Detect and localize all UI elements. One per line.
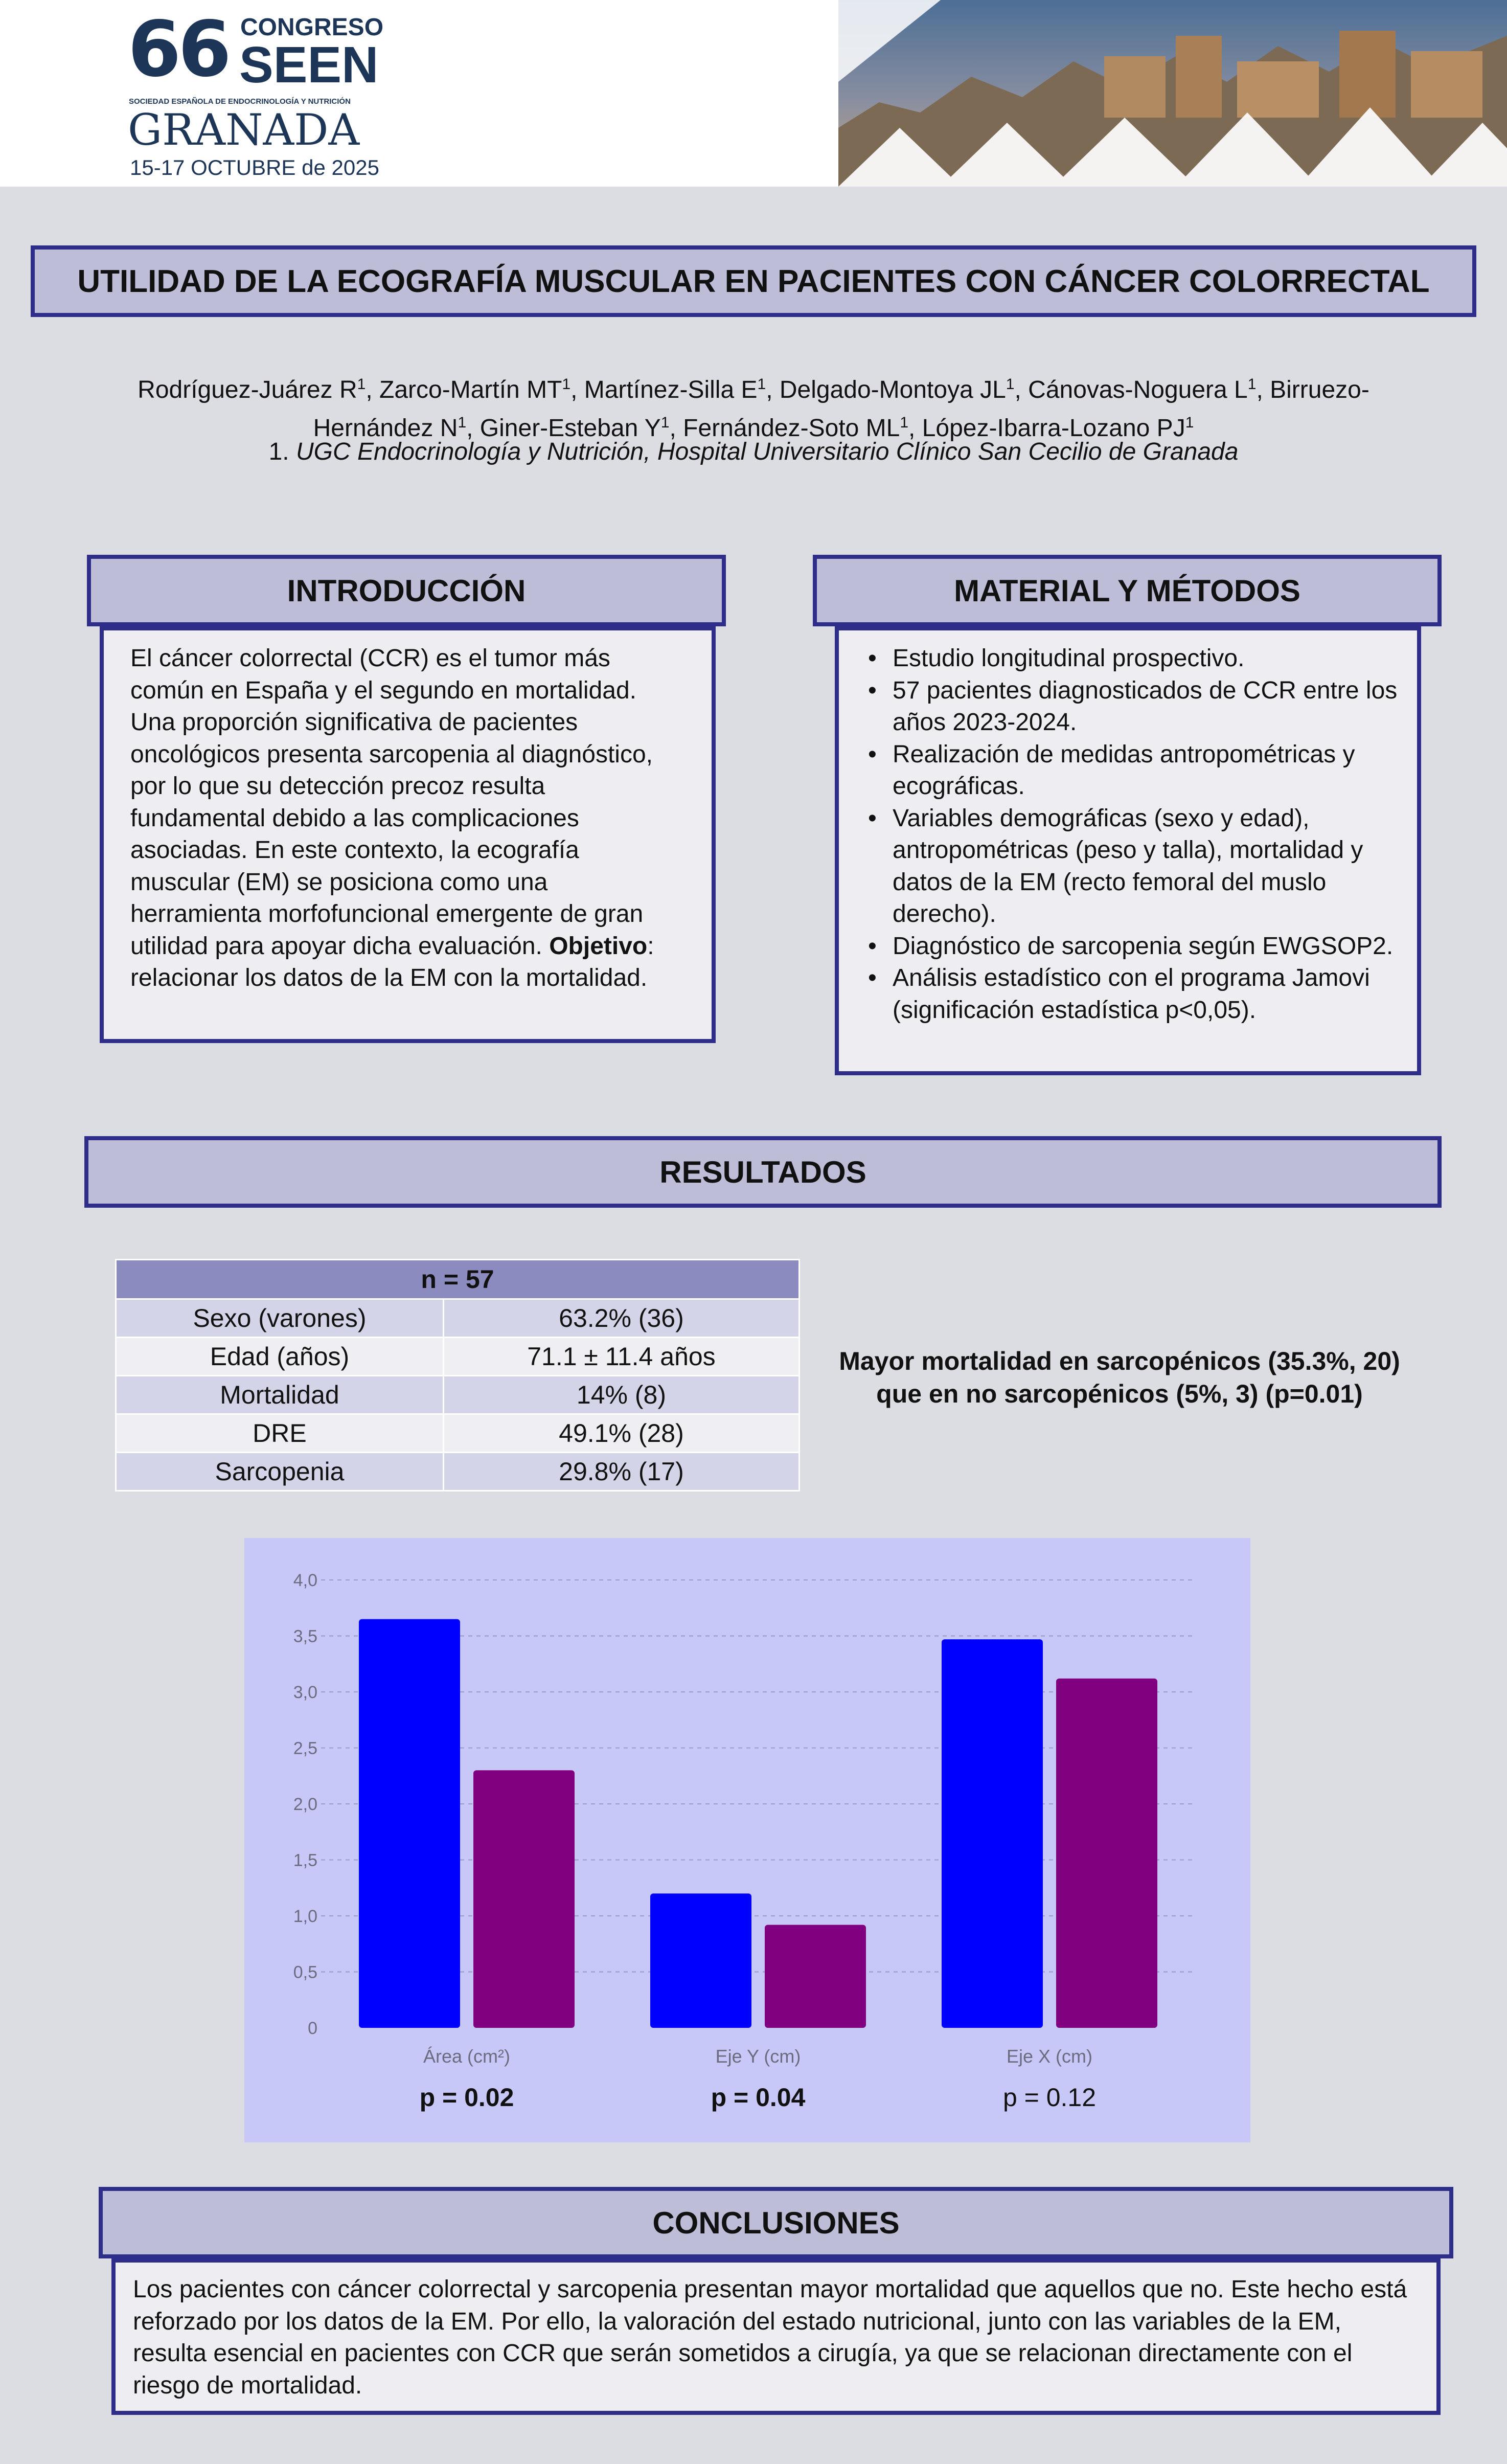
affiliation-marker: 1 bbox=[1247, 376, 1257, 393]
conclusions-body bbox=[111, 2258, 1441, 2415]
affiliation-number: 1. bbox=[268, 438, 289, 465]
intro-heading-box bbox=[87, 555, 726, 626]
bar-series-2 bbox=[1056, 1679, 1157, 2028]
y-tick-label: 2,5 bbox=[293, 1738, 317, 1758]
bar-series-2 bbox=[473, 1770, 575, 2028]
table-row bbox=[116, 1453, 800, 1491]
poster-title-box bbox=[31, 245, 1476, 317]
table-cell-value: 71.1 ± 11.4 años bbox=[443, 1338, 799, 1376]
affiliation-marker: 1 bbox=[1006, 376, 1015, 393]
affiliation-marker: 1 bbox=[1185, 414, 1194, 431]
bar-series-1 bbox=[359, 1619, 460, 2028]
methods-item: • 57 pacientes diagnosticados de CCR entre los años 2023-2024. bbox=[839, 675, 1407, 739]
bar-series-1 bbox=[942, 1639, 1043, 2028]
conclusions-text: Los pacientes con cáncer colorrectal y sarcopenia presentan mayor mortalidad que aquellos que no. Este hecho está reforzado por los datos de la EM. Por ello, la valoración del estado nutricional, junto con las variables de la EM, resulta esencial en pacientes con CCR que serán sometidos a cirugía, ya que se relacionan directamente con el riesgo de mortalidad. bbox=[133, 2276, 1407, 2399]
table-header: n = 57 bbox=[116, 1260, 800, 1299]
y-tick-label: 1,0 bbox=[293, 1907, 317, 1926]
results-heading: RESULTADOS bbox=[659, 1155, 866, 1189]
author-name: Giner-Esteban Y bbox=[480, 415, 661, 442]
table-cell-label: Edad (años) bbox=[116, 1338, 444, 1376]
y-tick-label: 0,5 bbox=[293, 1962, 317, 1982]
table-row bbox=[116, 1376, 800, 1414]
author-name: Birruezo-Hernández N bbox=[313, 376, 1369, 442]
methods-heading-box bbox=[813, 555, 1442, 626]
y-tick-label: 0 bbox=[308, 2019, 317, 2038]
table-cell-value: 49.1% (28) bbox=[443, 1414, 799, 1453]
results-table bbox=[115, 1259, 800, 1491]
p-value-label: p = 0.12 bbox=[1002, 2083, 1097, 2112]
y-tick-label: 1,5 bbox=[293, 1850, 317, 1870]
affiliation-text: UGC Endocrinología y Nutrición, Hospital Universitario Clínico San Cecilio de Granada bbox=[295, 438, 1239, 465]
y-tick-label: 4,0 bbox=[293, 1571, 317, 1590]
affiliation-marker: 1 bbox=[900, 414, 909, 431]
objective-label: Objetivo bbox=[549, 932, 648, 960]
mortality-finding: Mayor mortalidad en sarcopénicos (35.3%, 20) que en no sarcopénicos (5%, 3) (p=0.01) bbox=[839, 1347, 1400, 1408]
y-tick-label: 2,0 bbox=[293, 1795, 317, 1814]
methods-item: • Diagnóstico de sarcopenia según EWGSOP2. bbox=[839, 931, 1407, 963]
x-category-label: Área (cm²) bbox=[423, 2046, 510, 2067]
table-cell-label: DRE bbox=[116, 1414, 444, 1453]
table-row bbox=[116, 1338, 800, 1376]
intro-heading: INTRODUCCIÓN bbox=[287, 573, 526, 608]
author-name: Fernández-Soto ML bbox=[683, 415, 900, 442]
methods-heading: MATERIAL Y MÉTODOS bbox=[954, 573, 1300, 608]
author-name: Zarco-Martín MT bbox=[379, 376, 562, 403]
chart-svg bbox=[244, 1538, 1250, 2142]
methods-list bbox=[839, 643, 1407, 1026]
affiliation bbox=[102, 436, 1405, 468]
y-tick-label: 3,5 bbox=[293, 1626, 317, 1646]
conclusions-heading-box bbox=[99, 2187, 1453, 2258]
table-cell-label: Sexo (varones) bbox=[116, 1299, 444, 1338]
conclusions-heading: CONCLUSIONES bbox=[652, 2205, 900, 2240]
author-list: Rodríguez-Juárez $R^1$, Zarco-Martín $MT^1$, Martínez-Silla $E^1$, Delgado-Montoya $JL^1$, Cánovas-Noguera $L^1$, Birruezo-Hernández $N^1$, Giner-Esteban $Y^1$, Fernández-Soto $ML^1$, López-Ibarra-Lozano $PJ^1$ bbox=[138, 376, 1369, 442]
results-heading-box bbox=[84, 1136, 1442, 1208]
table-row bbox=[116, 1414, 800, 1453]
x-category-label: Eje X (cm) bbox=[1006, 2046, 1093, 2067]
bar-series-2 bbox=[765, 1925, 866, 2028]
affiliation-marker: 1 bbox=[458, 414, 467, 431]
affiliation-marker: 1 bbox=[757, 376, 766, 393]
methods-item: • Análisis estadístico con el programa Jamovi (significación estadística p<0,05). bbox=[839, 962, 1407, 1026]
congress-logo: 66 CONGRESO SEEN SOCIEDAD ESPAÑOLA DE ENDOCRINOLOGÍA Y NUTRICIÓN GRANADA 15-17 OCTUBRE de 2025 bbox=[128, 5, 384, 179]
p-value-label: p = 0.02 bbox=[419, 2083, 514, 2112]
table-cell-label: Sarcopenia bbox=[116, 1453, 444, 1491]
methods-item: • Estudio longitudinal prospectivo. bbox=[839, 643, 1407, 675]
header-banner bbox=[0, 0, 1507, 187]
author-name: Cánovas-Noguera L bbox=[1028, 376, 1248, 403]
objective-text: : relacionar los datos de la EM con la mortalidad. bbox=[130, 932, 654, 991]
intro-body bbox=[100, 626, 716, 1043]
ultrasound-bar-chart bbox=[244, 1538, 1250, 2142]
table-row bbox=[116, 1299, 800, 1338]
author-name: Martínez-Silla E bbox=[584, 376, 758, 403]
table-cell-value: 14% (8) bbox=[443, 1376, 799, 1414]
affiliation-marker: 1 bbox=[357, 376, 366, 393]
methods-body bbox=[835, 626, 1421, 1075]
poster-title: UTILIDAD DE LA ECOGRAFÍA MUSCULAR EN PACIENTES CON CÁNCER COLORRECTAL bbox=[77, 263, 1430, 299]
author-name: Delgado-Montoya JL bbox=[779, 376, 1006, 403]
table-cell-value: 29.8% (17) bbox=[443, 1453, 799, 1491]
y-tick-label: 3,0 bbox=[293, 1683, 317, 1702]
table-cell-value: 63.2% (36) bbox=[443, 1299, 799, 1338]
alhambra-header-image bbox=[838, 0, 1507, 187]
author-name: López-Ibarra-Lozano PJ bbox=[922, 415, 1185, 442]
affiliation-marker: 1 bbox=[562, 376, 571, 393]
methods-item: • Realización de medidas antropométricas y ecográficas. bbox=[839, 739, 1407, 803]
bar-series-1 bbox=[650, 1893, 751, 2028]
affiliation-marker: 1 bbox=[660, 414, 670, 431]
x-category-label: Eje Y (cm) bbox=[715, 2046, 801, 2067]
table-cell-label: Mortalidad bbox=[116, 1376, 444, 1414]
author-name: Rodríguez-Juárez R bbox=[138, 376, 357, 403]
p-value-label: p = 0.04 bbox=[711, 2083, 806, 2112]
methods-item: • Variables demográficas (sexo y edad), antropométricas (peso y talla), mortalidad y datos de la EM (recto femoral del muslo derecho). bbox=[839, 803, 1407, 931]
intro-text: El cáncer colorrectal (CCR) es el tumor más común en España y el segundo en mortalidad. Una proporción significativa de pacientes oncológicos presenta sarcopenia al diagnóstico, por lo que su detección precoz resulta fundamental debido a las complicaciones asociadas. En este contexto, la ecografía muscular (EM) se posiciona como una herramienta morfofuncional emergente de gran utilidad para apoyar dicha evaluación. bbox=[130, 645, 653, 960]
